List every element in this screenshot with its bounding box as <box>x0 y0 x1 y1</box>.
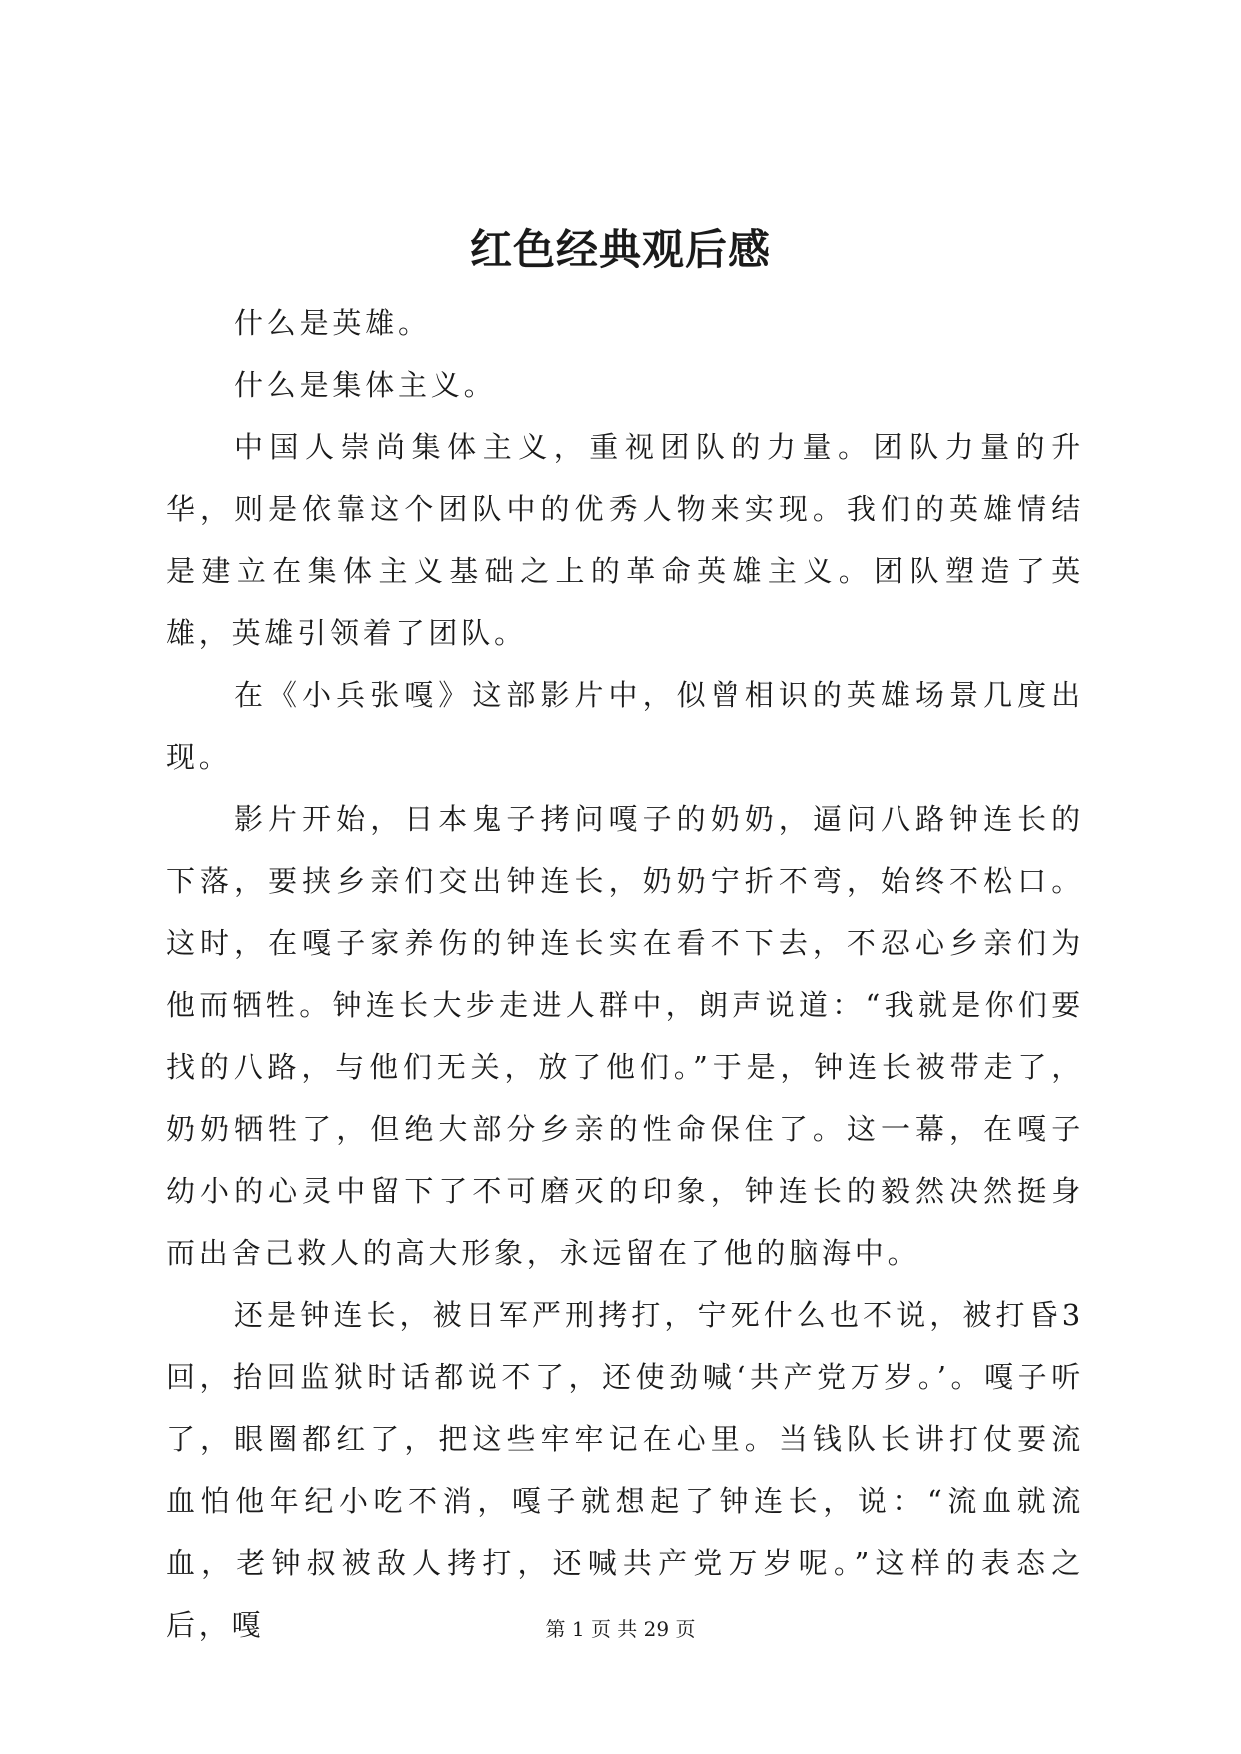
paragraph: 还是钟连长，被日军严刑拷打，宁死什么也不说，被打昏3回，抬回监狱时话都说不了，还使劲喊‘共产党万岁。’。嘎子听了，眼圈都红了，把这些牢牢记在心里。当钱队长讲打仗要流血怕他年纪小吃不消，嘎子就想起了钟连长，说：“流血就流血，老钟叔被敌人拷打，还喊共产党万岁呢。”这样的表态之后，嘎 <box>166 1298 1084 1642</box>
paragraph: 什么是英雄。 <box>234 306 431 340</box>
page-footer: 第 1 页 共 29 页 <box>545 1617 696 1641</box>
paragraph: 在《小兵张嘎》这部影片中，似曾相识的英雄场景几度出现。 <box>166 678 1084 774</box>
paragraph: 影片开始，日本鬼子拷问嘎子的奶奶，逼问八路钟连长的下落，要挟乡亲们交出钟连长，奶奶宁折不弯，始终不松口。这时，在嘎子家养伤的钟连长实在看不下去，不忍心乡亲们为他而牺牲。钟连长大步走进人群中，朗声说道：“我就是你们要找的八路，与他们无关，放了他们。”于是，钟连长被带走了，奶奶牺牲了，但绝大部分乡亲的性命保住了。这一幕，在嘎子幼小的心灵中留下了不可磨灭的印象，钟连长的毅然决然挺身而出舍己救人的高大形象，永远留在了他的脑海中。 <box>166 802 1084 1270</box>
paragraph: 中国人崇尚集体主义，重视团队的力量。团队力量的升华，则是依靠这个团队中的优秀人物来实现。我们的英雄情结是建立在集体主义基础之上的革命英雄主义。团队塑造了英雄，英雄引领着了团队。 <box>166 430 1084 650</box>
document-title: 红色经典观后感 <box>469 225 771 274</box>
paragraph: 什么是集体主义。 <box>234 368 497 402</box>
document-body <box>166 292 1084 1656</box>
